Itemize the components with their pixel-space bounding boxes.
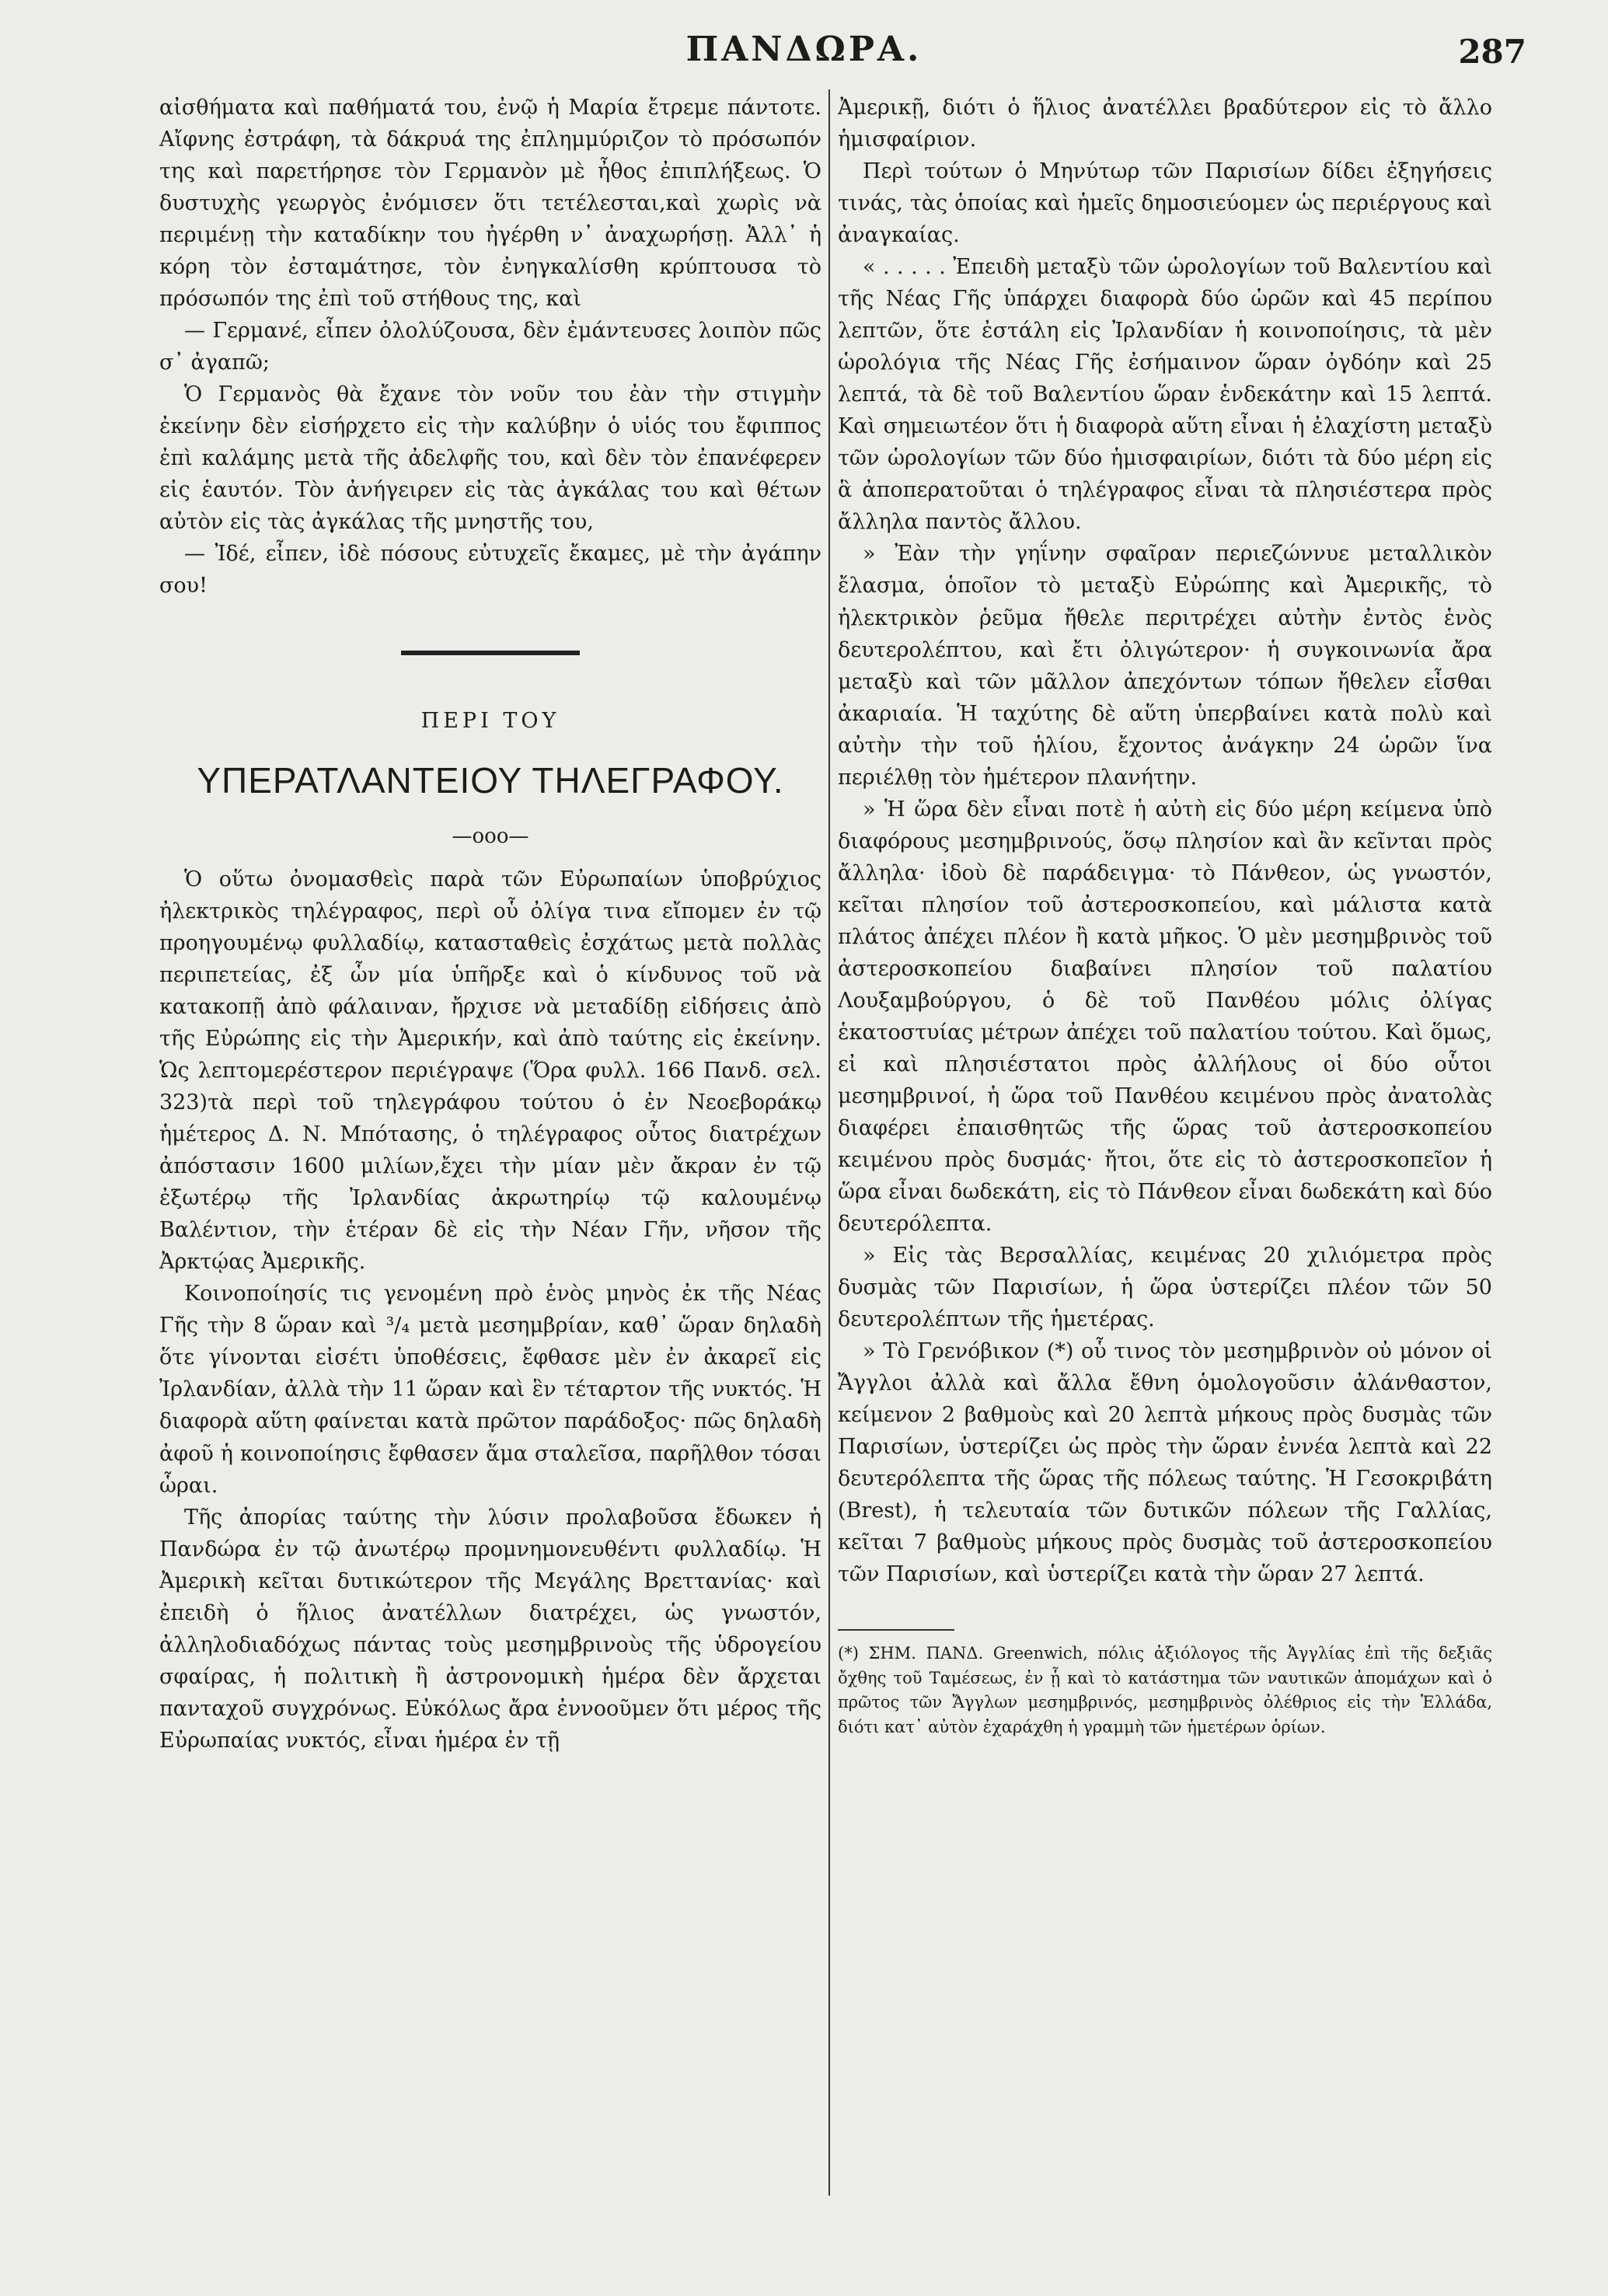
quoted-paragraph: » Τὸ Γρενόβικον (*) οὗ τινος τὸν μεσημβρινὸν οὐ μόνον οἱ Ἄγγλοι ἀλλὰ καὶ ἄλλα ἔθνη ὁμολογοῦσιν ἀλάνθαστον, κείμενον 2 βαθμοὺς καὶ 20 λεπτὰ μήκους πρὸς δυσμὰς τῶν Παρισίων, ὑστερίζει ὡς πρὸς τὴν ὥραν ἐννέα λεπτὰ καὶ 22 δευτερόλεπτα τῆς ὥρας τῆς πόλεως ταύτης. Ἡ Γεσοκριβάτη (Brest), ἡ τελευταία τῶν δυτικῶν πόλεων τῆς Γαλλίας, κεῖται 7 βαθμοὺς μήκους πρὸς δυσμὰς τοῦ ἀστεροσκοπείου τῶν Παρισίων, καὶ ὑστερίζει κατὰ τὴν ὥραν 27 λεπτά. <box>838 1339 1492 1587</box>
article-paragraph: Ὁ οὕτω ὀνομασθεὶς παρὰ τῶν Εὐρωπαίων ὑποβρύχιος ἠλεκτρικὸς τηλέγραφος, περὶ οὗ ὀλίγα τινα εἴπομεν ἐν τῷ προηγουμένῳ φυλλαδίῳ, κατασταθεὶς ἐσχάτως μετὰ πολλὰς περιπετείας, ἐξ ὧν μία ὑπῆρξε καὶ ὁ κίνδυνος τοῦ νὰ κατακοπῇ ἀπὸ φάλαιναν, ἤρχισε νὰ μεταδίδῃ εἰδήσεις ἀπὸ τῆς Εὐρώπης εἰς τὴν Ἀμερικήν, καὶ ἀπὸ ταύτης εἰς ἐκείνην. Ὡς λεπτομερέστερον περιέγραψε (Ὅρα φυλλ. 166 Πανδ. σελ. 323)τὰ περὶ τοῦ τηλεγράφου τούτου ὁ ἐν Νεοεβοράκῳ ἡμέτερος Δ. Ν. Μπότασης, ὁ τηλέγραφος οὗτος διατρέχων ἀπόστασιν 1600 μιλίων,ἔχει τὴν μίαν μὲν ἄκραν ἐν τῷ ἐξωτέρῳ τῆς Ἰρλανδίας ἀκρωτηρίῳ τῷ καλουμένῳ Βαλέντιον, τὴν ἑτέραν δὲ εἰς τὴν Νέαν Γῆν, νῆσον τῆς Ἀρκτῴας Ἀμερικῆς. <box>159 867 821 1275</box>
section-title: ΥΠΕΡΑΤΛΑΝΤΕΙΟΥ ΤΗΛΕΓΡΑΦΟΥ. <box>197 759 784 801</box>
article-paragraph: Τῆς ἀπορίας ταύτης τὴν λύσιν προλαβοῦσα ἔδωκεν ἡ Πανδώρα ἐν τῷ ἀνωτέρῳ προμνημονευθέντι φυλλαδίῳ. Ἡ Ἀμερικὴ κεῖται δυτικώτερον τῆς Μεγάλης Βρεττανίας· καὶ ἐπειδὴ ὁ ἥλιος ἀνατέλλων διατρέχει, ὡς γνωστόν, ἀλληλοδιαδόχως πάντας τοὺς μεσημβρινοὺς τῆς ὑδρογείου σφαίρας, ἡ πολιτικὴ ἢ ἀστρονομικὴ ἡμέρα δὲν ἄρχεται πανταχοῦ συγχρόνως. Εὐκόλως ἄρα ἐννοοῦμεν ὅτι μέρος τῆς Εὐρωπαίας νυκτός, εἶναι ἡμέρα ἐν τῇ <box>159 1505 821 1753</box>
right-column <box>838 92 1492 1739</box>
page-number: 287 <box>1458 33 1526 71</box>
footnote-rule <box>838 1629 954 1631</box>
left-column <box>159 92 821 1757</box>
section-separator-rule <box>401 651 580 655</box>
story-paragraph: Ὁ Γερμανὸς θὰ ἔχανε τὸν νοῦν του ἐὰν τὴν στιγμὴν ἐκείνην δὲν εἰσήρχετο εἰς τὴν καλύβην ὁ υἱός του ἔφιππος ἐπὶ καλάμης μετὰ τῆς ἀδελφῆς του, καὶ δὲν τὸν ἐπανέφερεν εἰς ἑαυτόν. Τὸν ἀνήγειρεν εἰς τὰς ἀγκάλας του καὶ θέτων αὐτὸν εἰς τὰς ἀγκάλας τῆς μνηστῆς του, <box>159 382 821 535</box>
footnote: (*) ΣΗΜ. ΠΑΝΔ. Greenwich, πόλις ἀξιόλογος τῆς Ἀγγλίας ἐπὶ τῆς δεξιᾶς ὄχθης τοῦ Ταμέσεως, ἐν ᾗ καὶ τὸ κατάστημα τῶν ναυτικῶν ἀπομάχων καὶ ὁ πρῶτος τῶν Ἄγγλων μεσημβρινός, μεσημβρινὸς ὀλέθριος εἰς τὴν Ἑλλάδα, διότι κατ᾿ αὐτὸν ἐχαράχθη ἡ γραμμὴ τῶν ἡμετέρων ὁρίων. <box>838 1644 1492 1736</box>
column-divider <box>828 89 830 2196</box>
story-paragraph: — Ἰδέ, εἶπεν, ἰδὲ πόσους εὐτυχεῖς ἔκαμες, μὲ τὴν ἀγάπην σου! <box>159 542 821 598</box>
quoted-paragraph: « . . . . . Ἐπειδὴ μεταξὺ τῶν ὡρολογίων τοῦ Βαλεντίου καὶ τῆς Νέας Γῆς ὑπάρχει διαφορὰ δύο ὡρῶν καὶ 45 περίπου λεπτῶν, ὅτε ἐστάλη εἰς Ἰρλανδίαν ἡ κοινοποίησις, τὰ μὲν ὡρολόγια τῆς Νέας Γῆς ἐσήμαινον ὥραν ὀγδόην καὶ 25 λεπτά, τὰ δὲ τοῦ Βαλεντίου ὥραν ἑνδεκάτην καὶ 15 λεπτά. Καὶ σημειωτέον ὅτι ἡ διαφορὰ αὕτη εἶναι ἡ ἐλαχίστη μεταξὺ τῶν ὡρολογίων τῶν δύο ἡμισφαιρίων, διότι τὰ δύο μέρη εἰς ἃ ἀποπερατοῦται ὁ τηλέγραφος εἶναι τὰ πλησιέστερα πρὸς ἄλληλα παντὸς ἄλλου. <box>838 255 1492 535</box>
running-header-title: ΠΑΝΔΩΡΑ. <box>685 30 923 69</box>
story-paragraph: — Γερμανέ, εἶπεν ὀλολύζουσα, δὲν ἐμάντευσες λοιπὸν πῶς σ᾿ ἀγαπῶ; <box>159 319 821 375</box>
article-paragraph: Ἀμερικῇ, διότι ὁ ἥλιος ἀνατέλλει βραδύτερον εἰς τὸ ἄλλο ἡμισφαίριον. <box>838 96 1492 152</box>
quoted-paragraph: » Εἰς τὰς Βερσαλλίας, κειμένας 20 χιλιόμετρα πρὸς δυσμὰς τῶν Παρισίων, ἡ ὥρα ὑστερίζει πλέον τῶν 50 δευτερολέπτων τῆς ἡμετέρας. <box>838 1244 1492 1332</box>
quoted-paragraph: » Ἐὰν τὴν γηΐνην σφαῖραν περιεζώννυε μεταλλικὸν ἔλασμα, ὁποῖον τὸ μεταξὺ Εὐρώπης καὶ Ἀμερικῆς, τὸ ἠλεκτρικὸν ῥεῦμα ἤθελε περιτρέχει αὐτὴν ἐντὸς ἑνὸς δευτερολέπτου, καὶ ἔτι ὀλιγώτερον· ἡ συγκοινωνία ἄρα μεταξὺ καὶ τῶν μᾶλλον ἀπεχόντων τόπων ἤθελεν εἶσθαι ἀκαριαία. Ἡ ταχύτης δὲ αὕτη ὑπερβαίνει κατὰ πολὺ καὶ αὐτὴν τὴν τοῦ ἡλίου, ἔχοντος ἀνάγκην 24 ὡρῶν ἵνα περιέλθῃ τὸν ἡμέτερον πλανήτην. <box>838 542 1492 790</box>
story-paragraph: αἰσθήματα καὶ παθήματά του, ἐνῷ ἡ Μαρία ἔτρεμε πάντοτε. Αἴφνης ἐστράφη, τὰ δάκρυά της ἐπλημμύριζον τὸ πρόσωπόν της καὶ παρετήρησε τὸν Γερμανὸν μὲ ἦθος ἐπιπλήξεως. Ὁ δυστυχὴς γεωργὸς ἐνόμισεν ὅτι τετέλεσται,καὶ χωρὶς νὰ περιμένῃ τὴν καταδίκην του ἠγέρθη ν᾿ ἀναχωρήσῃ. Ἀλλ᾿ ἡ κόρη τὸν ἐσταμάτησε, τὸν ἐνηγκαλίσθη κρύπτουσα τὸ πρόσωπόν της ἐπὶ τοῦ στήθους της, καὶ <box>159 96 821 312</box>
quoted-paragraph: » Ἡ ὥρα δὲν εἶναι ποτὲ ἡ αὐτὴ εἰς δύο μέρη κείμενα ὑπὸ διαφόρους μεσημβρινούς, ὅσῳ πλησίον καὶ ἂν κεῖνται πρὸς ἄλληλα· ἰδοὺ δὲ παράδειγμα· τὸ Πάνθεον, ὡς γνωστόν, κεῖται πλησίον τοῦ ἀστεροσκοπείου, καὶ μάλιστα κατὰ πλάτος ἀπέχει πλέον ἢ κατὰ μῆκος. Ὁ μὲν μεσημβρινὸς τοῦ ἀστεροσκοπείου διαβαίνει πλησίον τοῦ παλατίου Λουξαμβούργου, ὁ δὲ τοῦ Πανθέου μόλις ὀλίγας ἑκατοστυίας μέτρων ἀπέχει τοῦ παλατίου τούτου. Καὶ ὅμως, εἰ καὶ πλησιέστατοι πρὸς ἀλλήλους οἱ δύο οὗτοι μεσημβρινοί, ἡ ὥρα τοῦ Πανθέου κειμένου πρὸς ἀνατολὰς διαφέρει ἐπαισθητῶς τῆς ὥρας τοῦ ἀστεροσκοπείου κειμένου πρὸς δυσμάς· ἤτοι, ὅτε εἰς τὸ ἀστεροσκοπεῖον ἡ ὥρα εἶναι δωδεκάτη, εἰς τὸ Πάνθεον εἶναι δωδεκάτη καὶ δύο δευτερόλεπτα. <box>838 797 1492 1237</box>
section-label: ΠΕΡΙ ΤΟΥ <box>420 708 560 733</box>
article-paragraph: Περὶ τούτων ὁ Μηνύτωρ τῶν Παρισίων δίδει ἐξηγήσεις τινάς, τὰς ὁποίας καὶ ἡμεῖς δημοσιεύομεν ὡς περιέργους καὶ ἀναγκαίας. <box>838 159 1492 248</box>
article-paragraph: Κοινοποίησίς τις γενομένη πρὸ ἑνὸς μηνὸς ἐκ τῆς Νέας Γῆς τὴν 8 ὥραν καὶ ³/₄ μετὰ μεσημβρίαν, καθ᾿ ὥραν δηλαδὴ ὅτε γίνονται εἰσέτι ὑποθέσεις, ἔφθασε μὲν ἐν ἀκαρεῖ εἰς Ἰρλανδίαν, ἀλλὰ τὴν 11 ὥραν καὶ ἓν τέταρτον τῆς νυκτός. Ἡ διαφορὰ αὕτη φαίνεται κατὰ πρῶτον παράδοξος· πῶς δηλαδὴ ἀφοῦ ἡ κοινοποίησις ἔφθασεν ἅμα σταλεῖσα, παρῆλθον τόσαι ὧραι. <box>159 1282 821 1498</box>
section-ornament: —ooo— <box>452 825 529 849</box>
